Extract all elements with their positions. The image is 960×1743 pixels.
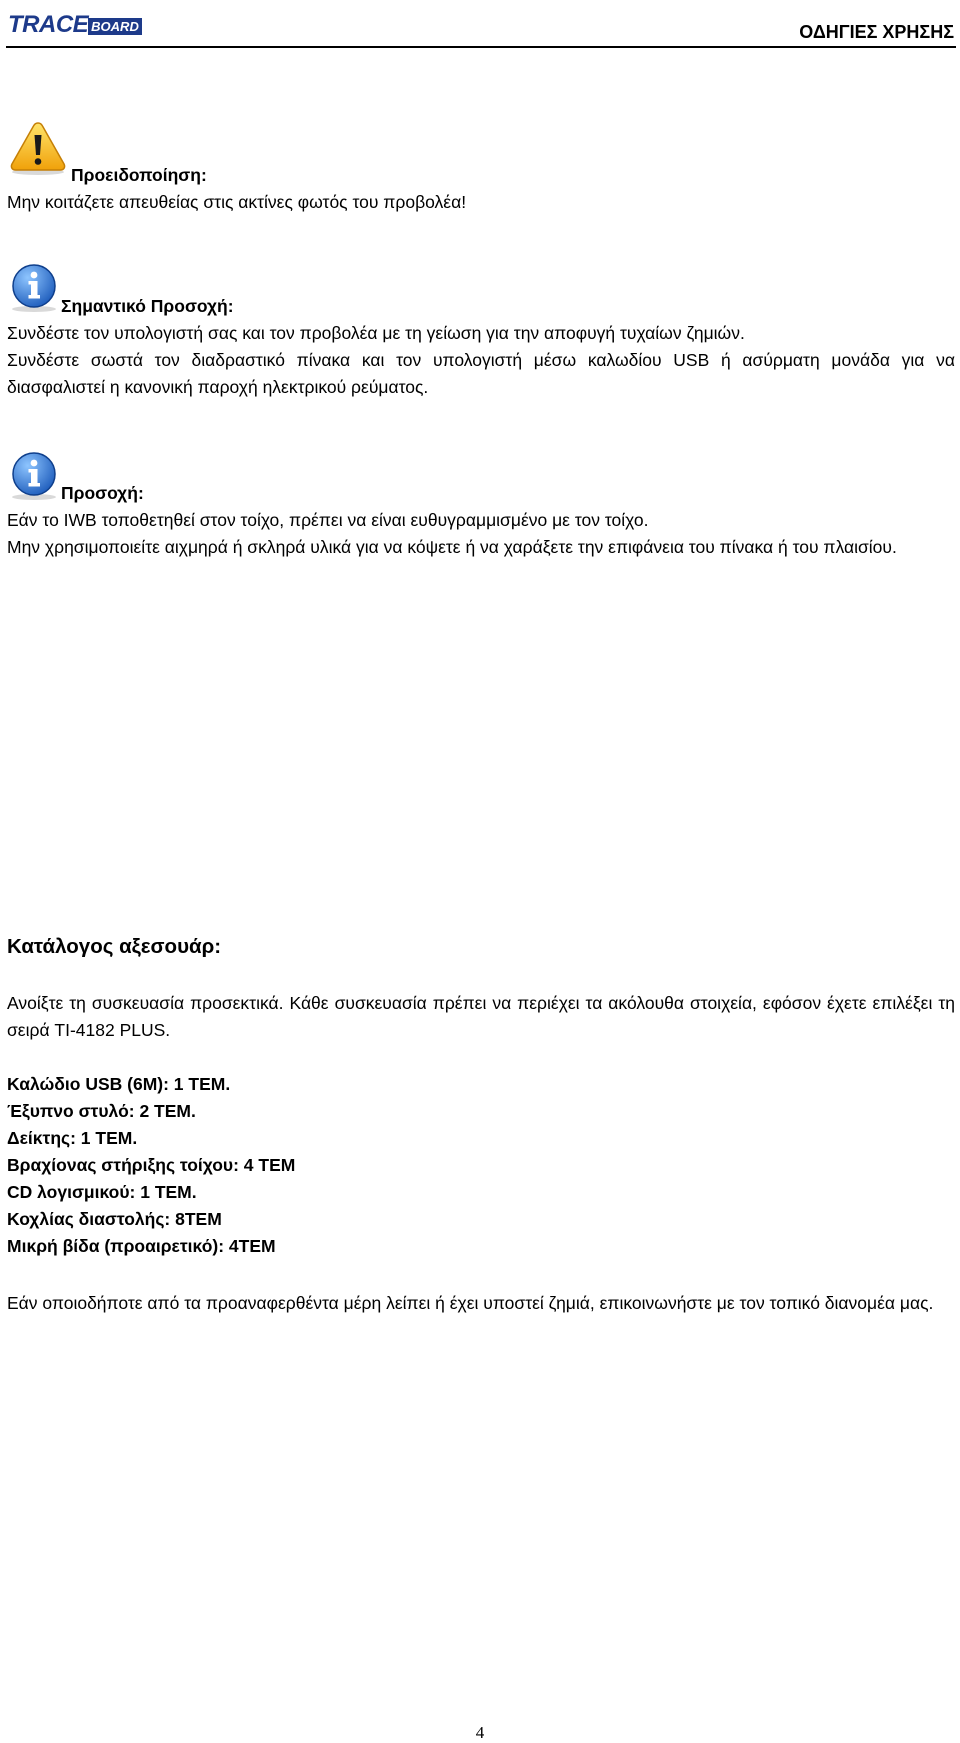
info-icon [9,263,59,313]
list-item: Μικρή βίδα (προαιρετικό): 4ΤΕΜ [7,1236,276,1256]
important-line-2: Συνδέστε σωστά τον διαδραστικό πίνακα και τον υπολογιστή μέσω καλωδίου USB ή ασύρματη μονάδα για να διασφαλιστεί η κανονική παροχή ηλεκτρικού ρεύματος. [7,350,955,397]
list-item: Κοχλίας διαστολής: 8ΤΕΜ [7,1209,222,1229]
accessories-intro: Ανοίξτε τη συσκευασία προσεκτικά. Κάθε συσκευασία πρέπει να περιέχει τα ακόλουθα στοιχεία, εφόσον έχετε επιλέξει τη σειρά TI-4182 PLUS. [7,993,955,1040]
warning-icon [9,120,67,176]
traceboard-logo [8,7,142,43]
page-number: 4 [475,1723,485,1742]
warning-title: Προειδοποίηση: [71,165,207,185]
list-item: Βραχίονας στήριξης τοίχου: 4 ΤΕΜ [7,1155,296,1175]
caution-line-2: Μην χρησιμοποιείτε αιχμηρά ή σκληρά υλικά για να κόψετε ή να χαράξετε την επιφάνεια του πίνακα ή του πλαισίου. [7,537,897,557]
page-header [6,0,956,48]
accessories-list [7,1071,295,1260]
accessories-footer: Εάν οποιοδήποτε από τα προαναφερθέντα μέρη λείπει ή έχει υποστεί ζημιά, επικοινωνήστε με τον τοπικό διανομέα μας. [7,1293,934,1313]
list-item: Καλώδιο USB (6M): 1 ΤΕΜ. [7,1074,231,1094]
logo-board-text: BOARD [88,18,142,35]
list-item: CD λογισμικού: 1 ΤΕΜ. [7,1182,197,1202]
header-title: ΟΔΗΓΙΕΣ ΧΡΗΣΗΣ [799,22,954,42]
important-paragraph [7,320,955,401]
list-item: Δείκτης: 1 ΤΕΜ. [7,1128,138,1148]
caution-line-1: Εάν το IWB τοποθετηθεί στον τοίχο, πρέπει να είναι ευθυγραμμισμένο με τον τοίχο. [7,510,649,530]
accessories-heading: Κατάλογος αξεσουάρ: [7,935,222,958]
caution-title: Προσοχή: [61,483,144,503]
caution-paragraph [7,507,955,561]
important-title: Σημαντικό Προσοχή: [61,296,234,316]
logo-trace-text: TRACE [8,11,89,38]
info-icon [9,451,59,501]
important-line-1: Συνδέστε τον υπολογιστή σας και τον προβολέα με τη γείωση για την αποφυγή τυχαίων ζημιών. [7,323,745,343]
list-item: Έξυπνο στυλό: 2 ΤΕΜ. [7,1101,196,1121]
warning-text: Μην κοιτάζετε απευθείας στις ακτίνες φωτός του προβολέα! [7,192,467,212]
